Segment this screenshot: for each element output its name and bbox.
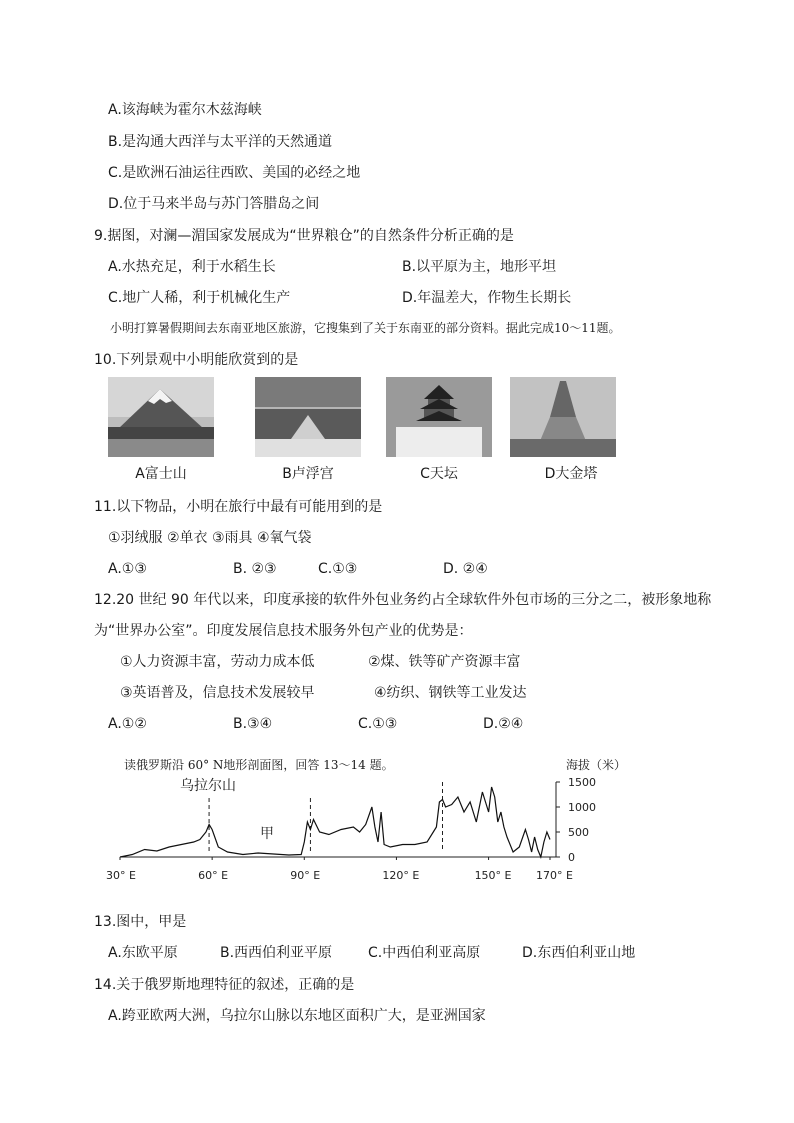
photo-temple-of-heaven — [386, 377, 492, 457]
q9-option-b: B.以平原为主，地形平坦 — [402, 259, 557, 275]
q11-option-a: A.①③ — [108, 561, 147, 577]
q9-option-d: D.年温差大，作物生长期长 — [402, 290, 572, 306]
q12-choice-2: ②煤、铁等矿产资源丰富 — [368, 654, 521, 670]
q8-option-c: C.是欧洲石油运往西欧、美国的必经之地 — [108, 165, 361, 181]
q12-option-d: D.②④ — [483, 716, 524, 732]
x-tick-label: 60° E — [198, 869, 229, 882]
q12-option-a: A.①② — [108, 716, 147, 732]
x-tick-label: 120° E — [382, 869, 420, 882]
q12-choice-1: ①人力资源丰富，劳动力成本低 — [120, 654, 315, 670]
q12-stem-line2: 为“世界办公室”。印度发展信息技术服务外包产业的优势是： — [94, 623, 473, 639]
y-tick-label: 500 — [568, 826, 589, 839]
terrain-profile-svg — [106, 750, 630, 890]
q13-option-d: D.东西伯利亚山地 — [522, 945, 636, 961]
y-tick-label: 0 — [568, 851, 575, 864]
q12-stem-line1: 12.20 世纪 90 年代以来，印度承接的软件外包业务约占全球软件外包市场的三分之二，被形象地称 — [94, 592, 712, 608]
q12-choice-3: ③英语普及，信息技术发展较早 — [120, 685, 315, 701]
x-tick-label: 150° E — [474, 869, 512, 882]
q11-stem: 11.以下物品，小明在旅行中最有可能用到的是 — [94, 499, 383, 515]
chart-ylabel: 海拔（米） — [566, 758, 627, 772]
intro-10-11: 小明打算暑假期间去东南亚地区旅游，它搜集到了关于东南亚的部分资料。据此完成10～11题。 — [110, 321, 621, 335]
q11-option-b: B. ②③ — [233, 561, 277, 577]
y-tick-label: 1500 — [568, 776, 596, 789]
q12-choice-4: ④纺织、钢铁等工业发达 — [374, 685, 527, 701]
x-tick-label: 90° E — [290, 869, 321, 882]
q9-option-c: C.地广人稀，利于机械化生产 — [108, 290, 291, 306]
q14-stem: 14.关于俄罗斯地理特征的叙述，正确的是 — [94, 977, 355, 993]
q9-option-a: A.水热充足，利于水稻生长 — [108, 259, 276, 275]
q12-option-c: C.①③ — [358, 716, 398, 732]
q8-option-d: D.位于马来半岛与苏门答腊岛之间 — [108, 196, 320, 212]
photo-shwedagon-pagoda — [510, 377, 616, 457]
q8-option-b: B.是沟通大西洋与太平洋的天然通道 — [108, 134, 333, 150]
chart-title: 读俄罗斯沿 60° N地形剖面图，回答 13～14 题。 — [124, 758, 394, 772]
x-tick-label: 30° E — [106, 869, 136, 882]
q9-stem: 9.据图，对澜—湄国家发展成为“世界粮仓”的自然条件分析正确的是 — [94, 228, 514, 244]
caption-c: C天坛 — [420, 466, 458, 482]
terrain-profile-line — [120, 787, 550, 857]
photo-louvre — [255, 377, 361, 457]
annotation-jia: 甲 — [260, 826, 274, 842]
y-tick-label: 1000 — [568, 801, 596, 814]
q13-option-a: A.东欧平原 — [108, 945, 178, 961]
caption-a: A富士山 — [135, 466, 187, 482]
q13-stem: 13.图中，甲是 — [94, 914, 187, 930]
q11-option-d: D. ②④ — [443, 561, 488, 577]
annotation-ural: 乌拉尔山 — [180, 778, 236, 794]
q14-option-a: A.跨亚欧两大洲，乌拉尔山脉以东地区面积广大，是亚洲国家 — [108, 1008, 486, 1024]
caption-b: B卢浮宫 — [282, 466, 334, 482]
terrain-profile-chart — [106, 750, 630, 890]
q11-option-c: C.①③ — [318, 561, 358, 577]
q8-option-a: A.该海峡为霍尔木兹海峡 — [108, 102, 262, 118]
q10-stem: 10.下列景观中小明能欣赏到的是 — [94, 352, 299, 368]
q12-option-b: B.③④ — [233, 716, 273, 732]
photo-mount-fuji — [108, 377, 214, 457]
x-tick-label: 170° E — [536, 869, 573, 882]
q13-option-b: B.西西伯利亚平原 — [220, 945, 333, 961]
caption-d: D大金塔 — [544, 466, 598, 482]
q11-items: ①羽绒服 ②单衣 ③雨具 ④氧气袋 — [108, 530, 312, 546]
q13-option-c: C.中西伯利亚高原 — [368, 945, 481, 961]
